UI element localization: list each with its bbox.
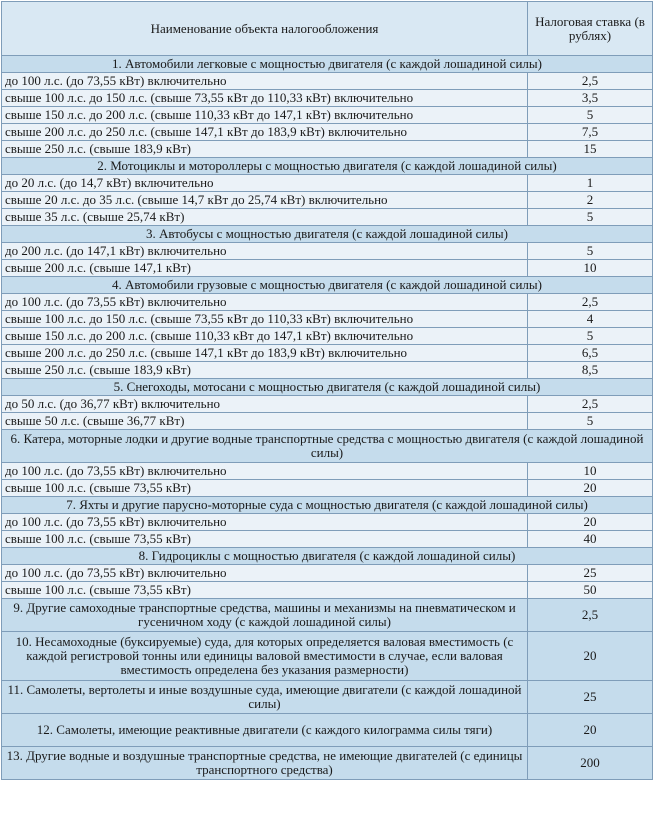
row-rate: 25	[528, 565, 653, 582]
section-header-row	[2, 277, 653, 294]
section-row-with-rate	[2, 632, 653, 681]
row-label: до 100 л.с. (до 73,55 кВт) включительно	[2, 514, 528, 531]
section-header-row	[2, 548, 653, 565]
section-row-with-rate	[2, 747, 653, 780]
row-rate: 2,5	[528, 396, 653, 413]
row-rate: 20	[528, 632, 653, 681]
row-rate: 2	[528, 192, 653, 209]
table-row	[2, 124, 653, 141]
section-title: 9. Другие самоходные транспортные средства, машины и механизмы на пневматическом и гусеничном ходу (с каждой лошадиной силы)	[2, 599, 528, 632]
table-row	[2, 73, 653, 90]
row-rate: 3,5	[528, 90, 653, 107]
row-rate: 20	[528, 514, 653, 531]
section-title: 1. Автомобили легковые с мощностью двигателя (с каждой лошадиной силы)	[2, 56, 653, 73]
row-rate: 2,5	[528, 294, 653, 311]
row-label: до 20 л.с. (до 14,7 кВт) включительно	[2, 175, 528, 192]
row-rate: 2,5	[528, 73, 653, 90]
section-title: 10. Несамоходные (буксируемые) суда, для которых определяется валовая вместимость (с каждой регистровой тонны или единицы валовой вместимости в случае, если валовая вместимость определена без указания размерности)	[2, 632, 528, 681]
section-header-row	[2, 158, 653, 175]
row-rate: 20	[528, 714, 653, 747]
row-label: до 200 л.с. (до 147,1 кВт) включительно	[2, 243, 528, 260]
section-title: 3. Автобусы с мощностью двигателя (с каждой лошадиной силы)	[2, 226, 653, 243]
row-rate: 5	[528, 328, 653, 345]
row-label: свыше 100 л.с. (свыше 73,55 кВт)	[2, 480, 528, 497]
table-row	[2, 413, 653, 430]
row-label: свыше 100 л.с. до 150 л.с. (свыше 73,55 кВт до 110,33 кВт) включительно	[2, 311, 528, 328]
row-label: свыше 250 л.с. (свыше 183,9 кВт)	[2, 362, 528, 379]
section-title: 4. Автомобили грузовые с мощностью двигателя (с каждой лошадиной силы)	[2, 277, 653, 294]
section-row-with-rate	[2, 681, 653, 714]
section-title: 8. Гидроциклы с мощностью двигателя (с каждой лошадиной силы)	[2, 548, 653, 565]
section-title: 2. Мотоциклы и мотороллеры с мощностью двигателя (с каждой лошадиной силы)	[2, 158, 653, 175]
row-rate: 6,5	[528, 345, 653, 362]
row-rate: 7,5	[528, 124, 653, 141]
row-rate: 50	[528, 582, 653, 599]
table-row	[2, 514, 653, 531]
row-label: до 100 л.с. (до 73,55 кВт) включительно	[2, 294, 528, 311]
table-row	[2, 90, 653, 107]
row-label: до 100 л.с. (до 73,55 кВт) включительно	[2, 463, 528, 480]
table-row	[2, 192, 653, 209]
row-label: свыше 50 л.с. (свыше 36,77 кВт)	[2, 413, 528, 430]
table-row	[2, 480, 653, 497]
column-header-object: Наименование объекта налогообложения	[2, 2, 528, 56]
section-header-row	[2, 497, 653, 514]
table-row	[2, 362, 653, 379]
section-header-row	[2, 430, 653, 463]
row-label: свыше 100 л.с. (свыше 73,55 кВт)	[2, 582, 528, 599]
table-header-row	[2, 2, 653, 56]
row-rate: 15	[528, 141, 653, 158]
row-label: свыше 200 л.с. до 250 л.с. (свыше 147,1 кВт до 183,9 кВт) включительно	[2, 124, 528, 141]
table-row	[2, 463, 653, 480]
table-row	[2, 328, 653, 345]
row-rate: 25	[528, 681, 653, 714]
section-row-with-rate	[2, 714, 653, 747]
row-label: свыше 150 л.с. до 200 л.с. (свыше 110,33 кВт до 147,1 кВт) включительно	[2, 107, 528, 124]
row-rate: 2,5	[528, 599, 653, 632]
row-label: свыше 100 л.с. (свыше 73,55 кВт)	[2, 531, 528, 548]
table-row	[2, 345, 653, 362]
section-header-row	[2, 379, 653, 396]
section-header-row	[2, 226, 653, 243]
row-rate: 5	[528, 209, 653, 226]
table-row	[2, 294, 653, 311]
row-label: свыше 35 л.с. (свыше 25,74 кВт)	[2, 209, 528, 226]
row-rate: 5	[528, 107, 653, 124]
row-rate: 10	[528, 260, 653, 277]
row-rate: 10	[528, 463, 653, 480]
row-rate: 200	[528, 747, 653, 780]
table-row	[2, 175, 653, 192]
row-label: свыше 200 л.с. до 250 л.с. (свыше 147,1 кВт до 183,9 кВт) включительно	[2, 345, 528, 362]
section-title: 12. Самолеты, имеющие реактивные двигатели (с каждого килограмма силы тяги)	[2, 714, 528, 747]
tax-rate-table	[1, 1, 653, 780]
table-row	[2, 141, 653, 158]
row-label: до 50 л.с. (до 36,77 кВт) включительно	[2, 396, 528, 413]
table-row	[2, 107, 653, 124]
row-rate: 4	[528, 311, 653, 328]
section-title: 5. Снегоходы, мотосани с мощностью двигателя (с каждой лошадиной силы)	[2, 379, 653, 396]
section-row-with-rate	[2, 599, 653, 632]
table-row	[2, 209, 653, 226]
table-row	[2, 311, 653, 328]
section-title: 7. Яхты и другие парусно-моторные суда с мощностью двигателя (с каждой лошадиной силы)	[2, 497, 653, 514]
section-title: 13. Другие водные и воздушные транспортные средства, не имеющие двигателей (с единицы транспортного средства)	[2, 747, 528, 780]
section-header-row	[2, 56, 653, 73]
row-rate: 1	[528, 175, 653, 192]
section-title: 11. Самолеты, вертолеты и иные воздушные суда, имеющие двигатели (с каждой лошадиной силы)	[2, 681, 528, 714]
row-label: свыше 250 л.с. (свыше 183,9 кВт)	[2, 141, 528, 158]
row-label: до 100 л.с. (до 73,55 кВт) включительно	[2, 73, 528, 90]
table-row	[2, 565, 653, 582]
row-rate: 20	[528, 480, 653, 497]
row-rate: 5	[528, 243, 653, 260]
row-label: свыше 100 л.с. до 150 л.с. (свыше 73,55 кВт до 110,33 кВт) включительно	[2, 90, 528, 107]
row-rate: 8,5	[528, 362, 653, 379]
table-row	[2, 396, 653, 413]
row-label: до 100 л.с. (до 73,55 кВт) включительно	[2, 565, 528, 582]
row-rate: 5	[528, 413, 653, 430]
row-label: свыше 200 л.с. (свыше 147,1 кВт)	[2, 260, 528, 277]
rate-header-label: Налоговая ставка (в рублях)	[535, 13, 645, 43]
table-row	[2, 260, 653, 277]
row-rate: 40	[528, 531, 653, 548]
table-row	[2, 531, 653, 548]
row-label: свыше 20 л.с. до 35 л.с. (свыше 14,7 кВт до 25,74 кВт) включительно	[2, 192, 528, 209]
row-label: свыше 150 л.с. до 200 л.с. (свыше 110,33 кВт до 147,1 кВт) включительно	[2, 328, 528, 345]
section-title: 6. Катера, моторные лодки и другие водные транспортные средства с мощностью двигателя (с каждой лошадиной силы)	[2, 430, 653, 463]
table-row	[2, 243, 653, 260]
column-header-rate	[528, 2, 653, 56]
table-row	[2, 582, 653, 599]
